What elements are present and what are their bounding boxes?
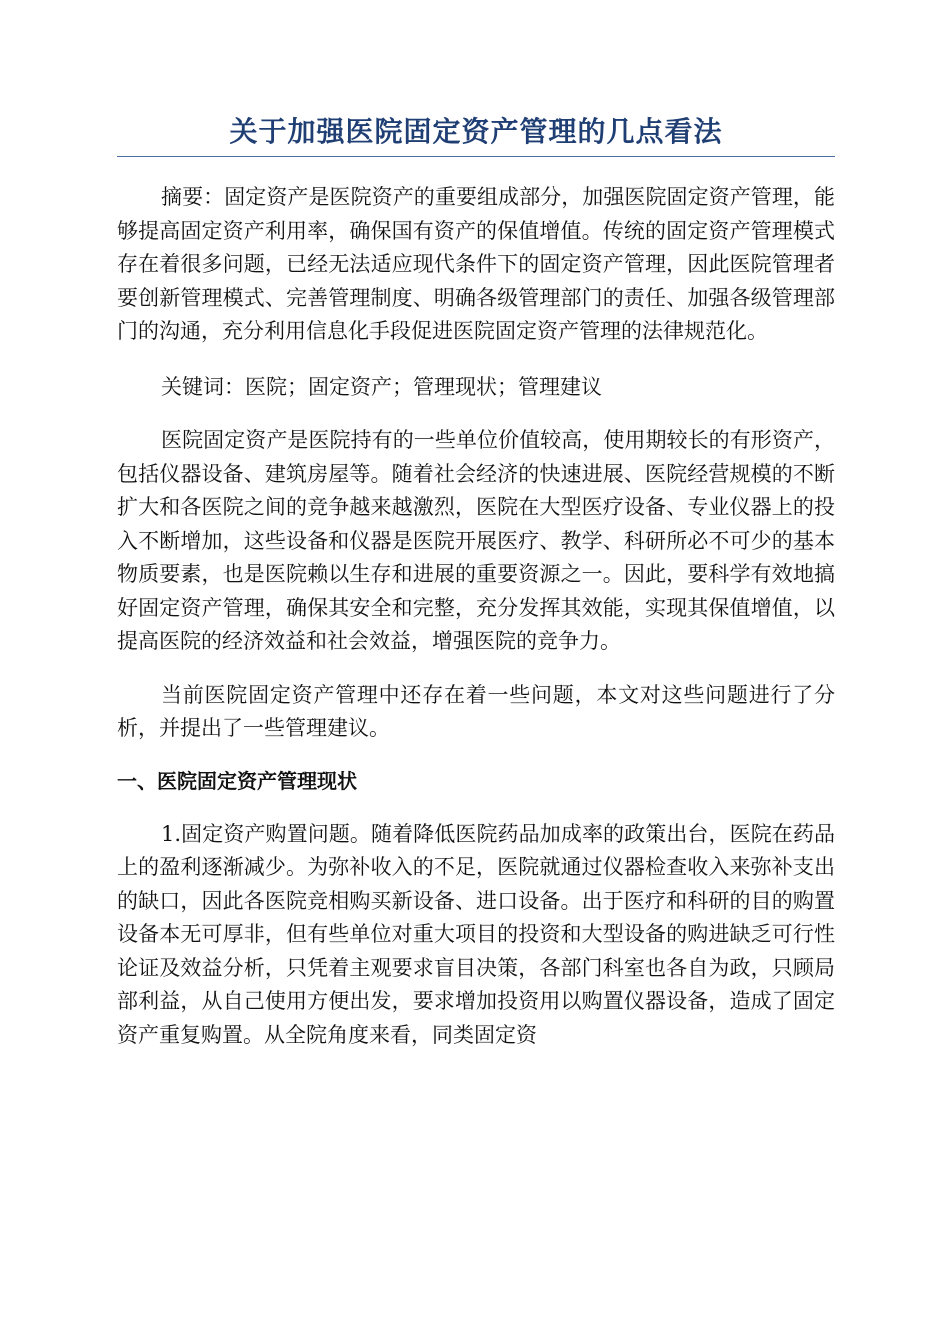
intro-paragraph-1: 医院固定资产是医院持有的一些单位价值较高，使用期较长的有形资产，包括仪器设备、建筑房屋等。随着社会经济的快速进展、医院经营规模的不断扩大和各医院之间的竞争越来越激烈，医院在大型医疗设备、专业仪器上的投入不断增加，这些设备和仪器是医院开展医疗、教学、科研所必不可少的基本物质要素，也是医院赖以生存和进展的重要资源之一。因此，要科学有效地搞好固定资产管理，确保其安全和完整，充分发挥其效能，实现其保值增值，以提高医院的经济效益和社会效益，增强医院的竞争力。: [117, 428, 835, 653]
intro-paragraph-2: 当前医院固定资产管理中还存在着一些问题，本文对这些问题进行了分析，并提出了一些管理建议。: [117, 682, 835, 740]
abstract-paragraph: 摘要：固定资产是医院资产的重要组成部分，加强医院固定资产管理，能够提高固定资产利用率，确保国有资产的保值增值。传统的固定资产管理模式存在着很多问题，已经无法适应现代条件下的固定资产管理，因此医院管理者要创新管理模式、完善管理制度、明确各级管理部门的责任、加强各级管理部门的沟通，充分利用信息化手段促进医院固定资产管理的法律规范化。: [117, 185, 835, 343]
document-page: [117, 112, 835, 1052]
keywords-paragraph: 关键词：医院；固定资产；管理现状；管理建议: [161, 374, 602, 399]
section-1-item-1: 1.固定资产购置问题。随着降低医院药品加成率的政策出台，医院在药品上的盈利逐渐减少。为弥补收入的不足，医院就通过仪器检查收入来弥补支出的缺口，因此各医院竞相购买新设备、进口设备。出于医疗和科研的目的购置设备本无可厚非，但有些单位对重大项目的投资和大型设备的购进缺乏可行性论证及效益分析，只凭着主观要求盲目决策，各部门科室也各自为政，只顾局部利益，从自己使用方便出发，要求增加投资用以购置仪器设备，造成了固定资产重复购置。从全院角度来看，同类固定资: [117, 821, 835, 1047]
section-1-heading: 一、医院固定资产管理现状: [117, 768, 357, 793]
document-title: 关于加强医院固定资产管理的几点看法: [117, 112, 835, 157]
